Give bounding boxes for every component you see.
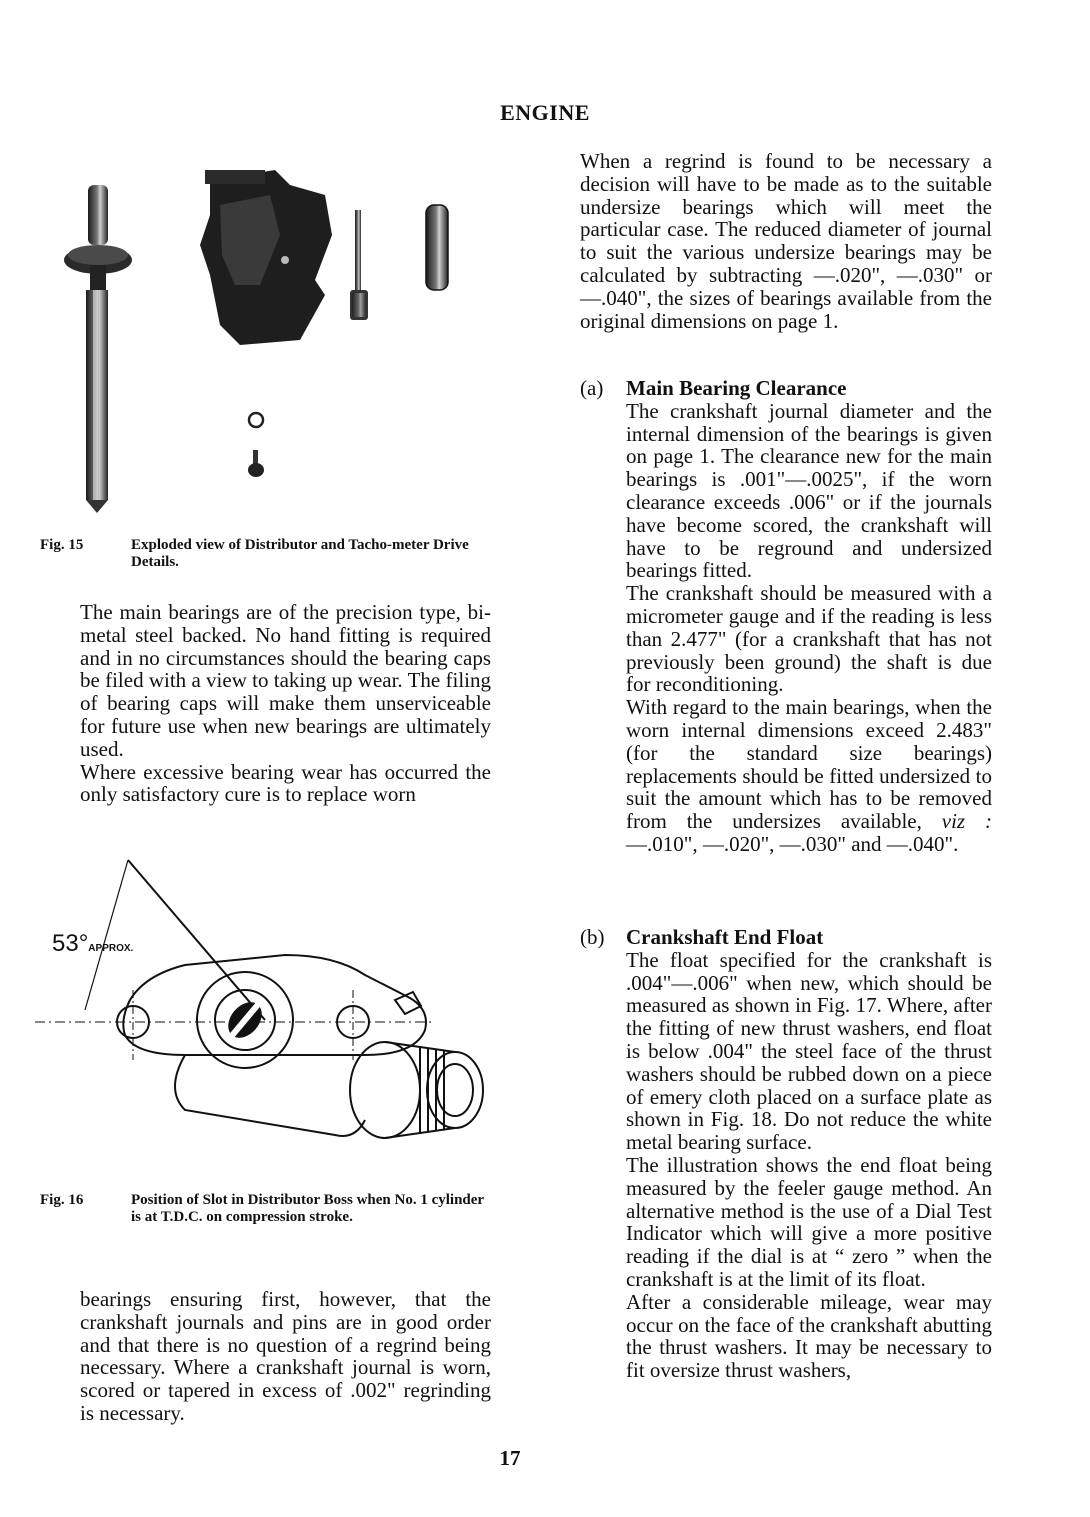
fig16-distributor-boss-diagram: [35, 850, 505, 1180]
side-outlet: [350, 1042, 420, 1138]
drive-housing-part: [200, 170, 332, 345]
section-b-paragraph-2: The illustration shows the end float being measured by the feeler gauge method. An alternative method is the use of a Dial Test Indicator which will give a more positive reading if the dial is at “ zero ” when the crankshaft is at the limit of its float.: [626, 1152, 992, 1291]
fig15-caption: [40, 537, 510, 577]
section-a-marker: (a): [580, 376, 604, 400]
fig15-label: Fig. 15: [40, 537, 84, 553]
page-header: ENGINE: [500, 100, 590, 125]
screw-part: [248, 450, 264, 477]
left-column-upper: [80, 601, 491, 806]
angle-label-suffix: APPROX.: [88, 943, 134, 954]
boss-body-outline: [175, 1055, 365, 1136]
section-a-paragraph-3: With regard to the main bearings, when the worn internal dimensions exceed 2.483" (for the standard size bearings) replacements should be fitted undersized to suit the amount which has to be removed from the undersizes available, viz : —.010", —.020", —.030" and —.040".: [626, 695, 992, 856]
angle-label: [52, 930, 133, 958]
section-a-paragraph-1: The crankshaft journal diameter and the internal dimension of the bearings is given on page 1. The clearance new for the main bearings is .001"—.0025", if the worn clearance exceeds .006" or if the journals have become scored, the crankshaft will have to be reground and undersized bearings fitted.: [626, 398, 992, 583]
section-b-heading: Crankshaft End Float: [626, 925, 824, 949]
left-column-lower: [80, 1288, 491, 1425]
viz-text: viz :: [941, 809, 992, 834]
fig16-caption: [40, 1192, 510, 1248]
left-paragraph-1: The main bearings are of the precision type, bi-metal steel backed. No hand fitting is required and in no circumstances should the bearing caps be filed with a view to taking up wear. The filing of bearing caps will make them unserviceable for future use when new bearings are ultimately used.: [80, 600, 491, 761]
fig16-label: Fig. 16: [40, 1192, 84, 1208]
drive-spindle-part: [64, 185, 132, 513]
pinion-shaft-part: [350, 210, 368, 320]
section-a: [580, 377, 992, 897]
right-intro: [580, 150, 992, 332]
section-b-marker: (b): [580, 925, 605, 949]
angle-line-slot: [128, 860, 265, 1020]
left-paragraph-2: Where excessive bearing wear has occurred the only satisfactory cure is to replace worn: [80, 759, 491, 807]
flange-outline: [123, 955, 426, 1055]
fig15-exploded-distributor-drive-image: [60, 165, 480, 520]
section-a-paragraph-2: The crankshaft should be measured with a micrometer gauge and if the reading is less than 2.477" (for a crankshaft that has not previously been ground) the shaft is due for reconditioning.: [626, 581, 992, 697]
left-paragraph-3: bearings ensuring first, however, that the crankshaft journals and pins are in good order and that there is no question of a regrind being necessary. Where a crankshaft journal is worn, scored or tapered in excess of .002" regrinding is necessary.: [80, 1287, 491, 1425]
section-b: [580, 926, 992, 1436]
fig15-caption-text: Exploded view of Distributor and Tacho-meter Drive Details.: [131, 537, 469, 570]
angle-label-number: 53°: [52, 930, 89, 957]
section-b-paragraph-3: After a considerable mileage, wear may occur on the face of the crankshaft abutting the thrust washers. It may be necessary to fit oversize thrust washers,: [626, 1289, 992, 1383]
fig16-caption-text: Position of Slot in Distributor Boss when No. 1 cylinder is at T.D.C. on compression stroke.: [131, 1192, 484, 1225]
threaded-end-inner: [437, 1064, 473, 1116]
washer-part: [249, 413, 263, 427]
section-a-heading: Main Bearing Clearance: [626, 376, 847, 400]
right-intro-paragraph: When a regrind is found to be necessary a decision will have to be made as to the suitable undersize bearings which will meet the particular case. The reduced diameter of journal to suit the various undersize bearings may be calculated by subtracting —.020", —.030" or —.040", the sizes of bearings available from the original dimensions on page 1.: [580, 149, 992, 333]
bush-part: [426, 205, 448, 290]
section-b-paragraph-1: The float specified for the crankshaft is .004"—.006" when new, which should be measured as shown in Fig. 17. Where, after the fitting of new thrust washers, end float is below .004" the steel face of the thrust washers should be rubbed down on a piece of emery cloth placed on a surface plate as shown in Fig. 18. Do not reduce the white metal bearing surface.: [626, 947, 992, 1155]
page-number: 17: [499, 1446, 521, 1470]
